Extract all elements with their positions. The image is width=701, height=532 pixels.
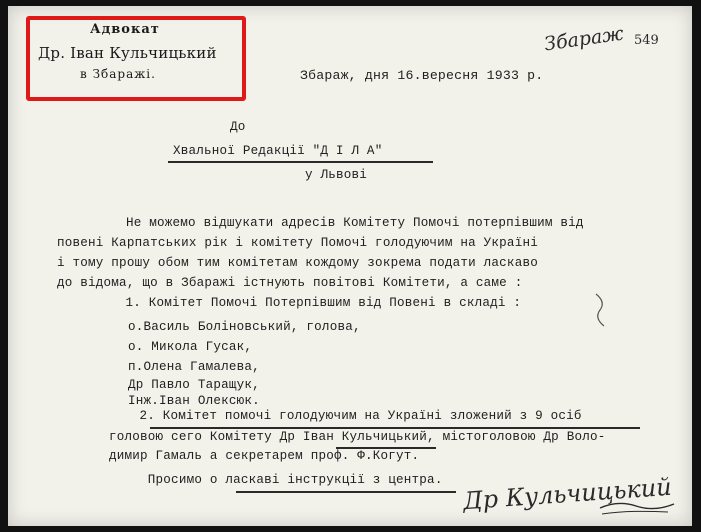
committee-member: о.Василь Боліновський, голова,: [128, 320, 361, 334]
body-line: димир Гамаль а секретарем проф. Ф.Когут.: [109, 449, 420, 463]
body-line: до відома, що в Збаражі істнують повітові Комітети, а саме :: [57, 276, 523, 290]
body-line: головою сего Комітету Др Іван Кульчицький, містоголовою Др Воло-: [109, 430, 606, 444]
signature: Др Кульчицький: [462, 472, 673, 516]
body-line: 2. Комітет помочі голодуючим на Україні зложений з 9 осіб: [124, 409, 582, 423]
body-line: і тому прошу обом тим комітетам кождому зокрема подати ласкаво: [57, 256, 538, 270]
committee-member: Др Павло Таращук,: [128, 378, 260, 392]
signature-flourish: [598, 494, 678, 518]
closing-line: Просимо о ласкаві інструкції з центра.: [109, 473, 443, 487]
committee-underline: [150, 427, 640, 429]
date-line: Збараж, дня 16.вересня 1933 р.: [300, 68, 544, 83]
addressee-name: Хвальної Редакції "Д І Л А": [173, 144, 383, 158]
letterhead-title: Адвокат: [90, 22, 160, 37]
addressee-underline: [168, 161, 433, 163]
body-line: Не можемо відшукати адресів Комітету Помочі потерпівшим від: [126, 216, 584, 230]
committee-member: п.Олена Гамалева,: [128, 360, 260, 374]
body-line: повені Карпатських рік і комітету Помочі голодуючим на Україні: [57, 236, 538, 250]
closing-underline: [236, 491, 456, 493]
addressee-city: у Львові: [305, 168, 368, 182]
margin-pencil-mark: [590, 290, 612, 330]
letter-page: [8, 6, 692, 526]
archive-handwritten-note: Збараж: [542, 22, 626, 56]
committee-member: о. Микола Гусак,: [128, 340, 253, 354]
letterhead-name: Др. Іван Кульчицький: [38, 44, 217, 62]
archive-number: 549: [634, 33, 659, 48]
committee-member: Інж.Іван Олексюк.: [128, 394, 260, 408]
addressee-to: До: [230, 120, 246, 134]
body-line: 1. Комітет Помочі Потерпівшим від Повені в складі :: [110, 296, 522, 310]
letterhead-place: в Збаражі.: [80, 67, 156, 81]
